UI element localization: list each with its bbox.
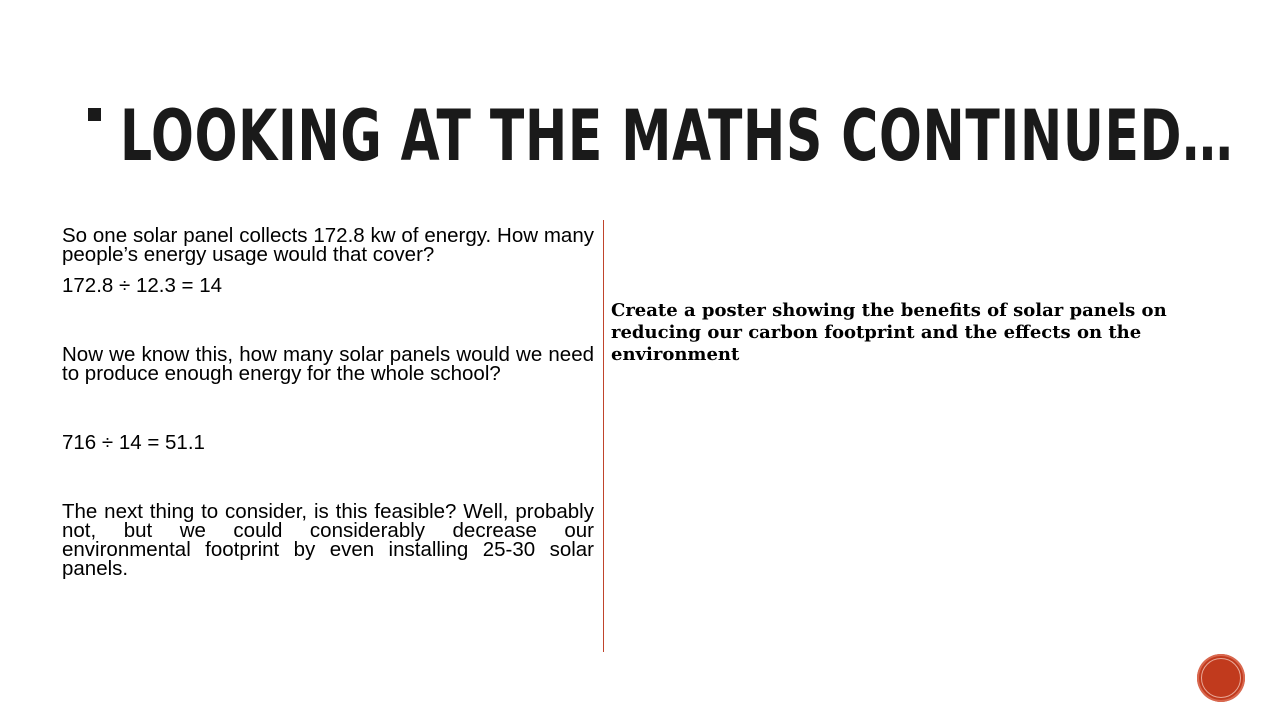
equation-people-covered: 172.8 ÷ 12.3 = 14	[62, 274, 223, 297]
paragraph-feasibility: The next thing to consider, is this feasible? Well, probably not, but we could considerably decrease our environmental footprint by even installing 25-30 solar panels.	[62, 500, 594, 580]
equation-panels-needed: 716 ÷ 14 = 51.1	[62, 431, 205, 454]
poster-task: Create a poster showing the benefits of solar panels on reducing our carbon footprint and the effects on the environment	[611, 300, 1167, 365]
paragraph-energy-collected: So one solar panel collects 172.8 kw of energy. How many people’s energy usage would that cover?	[62, 224, 594, 266]
slide-number-badge	[1197, 654, 1245, 702]
paragraph-panels-needed: Now we know this, how many solar panels would we need to produce enough energy for the whole school?	[62, 343, 594, 385]
title-bullet	[88, 108, 101, 121]
column-divider	[603, 220, 604, 652]
slide-title: LOOKING AT THE MATHS CONTINUED…	[120, 95, 1234, 177]
left-content	[62, 226, 594, 578]
